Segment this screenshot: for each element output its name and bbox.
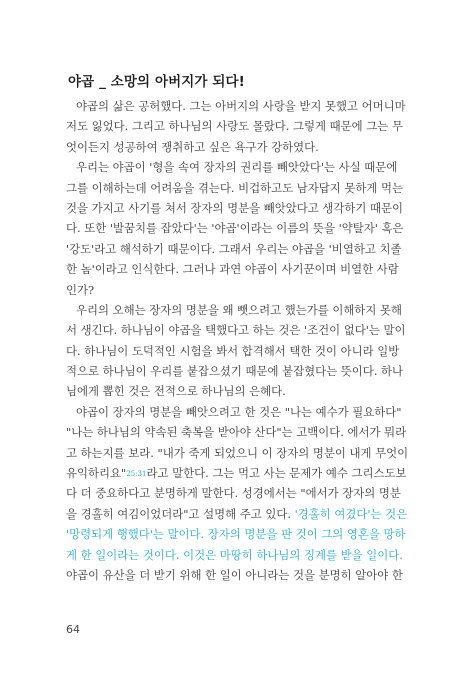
text-line: "나는 하나님의 약속된 축복을 받아야 산다"는 고백이다. 에서가 뭐라 — [66, 425, 407, 440]
text-line: 저도 잃었다. 그리고 하나님의 사랑도 몰랐다. 그렇게 때문에 그는 무 — [66, 119, 403, 134]
text-fragment: 유익하리요" — [66, 466, 127, 481]
text-line: 그를 이해하는데 어려움을 겪는다. 비겁하고도 남자답지 못하게 먹는 — [66, 180, 404, 195]
text-line: 적으로 하나님이 우리를 붙잡으셨기 때문에 붙잡혔다는 뜻이다. 하나 — [66, 364, 404, 379]
text-line: 것을 가지고 사기를 쳐서 장자의 명분을 빼앗았다고 생각하기 때문이 — [66, 200, 404, 215]
text-line: 다. 또한 '발꿈치를 잡았다'는 '야곱'이라는 이름의 뜻을 '약탈자' 혹은 — [66, 221, 404, 236]
section-heading: 야곱 _ 소망의 아버지가 되다! — [68, 74, 245, 90]
text-line: 다 더 중요하다고 분명하게 말한다. 성경에서는 "에서가 장자의 명분 — [66, 486, 401, 501]
text-line: 님에게 뽑힌 것은 전적으로 하나님의 은혜다. — [66, 384, 286, 399]
text-line: 엇이든지 성공하여 쟁취하고 싶은 욕구가 강하였다. — [66, 139, 319, 154]
text-fragment: 라고 말한다. 그는 먹고 사는 문제가 예수 그리스도보 — [146, 466, 407, 481]
text-fragment: 을 경홀히 여김이었더라"고 설명해 주고 있다. — [66, 506, 292, 521]
page-number: 64 — [66, 623, 80, 636]
text-line: 야곱이 장자의 명분을 빼앗으려고 한 것은 "나는 예수가 필요하다" — [76, 404, 402, 419]
text-line: 우리의 오해는 장자의 명분을 왜 뺏으려고 했는가를 이해하지 못해 — [76, 302, 403, 317]
text-line: 한 놈'이라고 인식한다. 그러나 과연 야곱이 사기꾼이며 비열한 사람 — [66, 262, 399, 277]
text-line: 인가? — [66, 282, 95, 297]
text-line: 우리는 야곱이 '형을 속여 장자의 권리를 빼앗았다'는 사실 때문에 — [76, 160, 398, 175]
text-line-partial-highlight — [66, 504, 408, 524]
highlighted-line: 게 한 일이라는 것이다. 이것은 마땅히 하나님의 징계를 받을 일이다. — [66, 547, 403, 562]
highlighted-text: '경홀히 여겼다'는 것은 — [294, 506, 408, 521]
text-line: 야곱의 삶은 공허했다. 그는 아버지의 사랑을 받지 못했고 어머니마 — [76, 99, 406, 113]
text-line-with-reference — [66, 463, 407, 483]
text-line: 서 생긴다. 하나님이 야곱을 택했다고 하는 것은 '조건이 없다'는 말이 — [66, 323, 406, 338]
text-line: 야곱이 유산을 더 받기 위해 한 일이 아니라는 것을 분명히 알아야 한 — [66, 567, 403, 582]
body-text — [66, 96, 409, 585]
text-line: 다. 하나님이 도덕적인 시험을 봐서 합격해서 택한 것이 아니라 일방 — [66, 343, 400, 358]
text-line: 고 하는지를 보라. "내가 죽게 되었으니 이 장자의 명분이 내게 무엇이 — [66, 445, 409, 460]
highlighted-line: '망령되게 행했다'는 말이다. 장자의 명분을 판 것이 그의 영혼을 망하 — [66, 527, 406, 542]
text-line: '강도'라고 해석하기 때문이다. 그래서 우리는 야곱을 '비열하고 치졸 — [66, 241, 402, 256]
scripture-reference: 25:31 — [126, 470, 147, 479]
